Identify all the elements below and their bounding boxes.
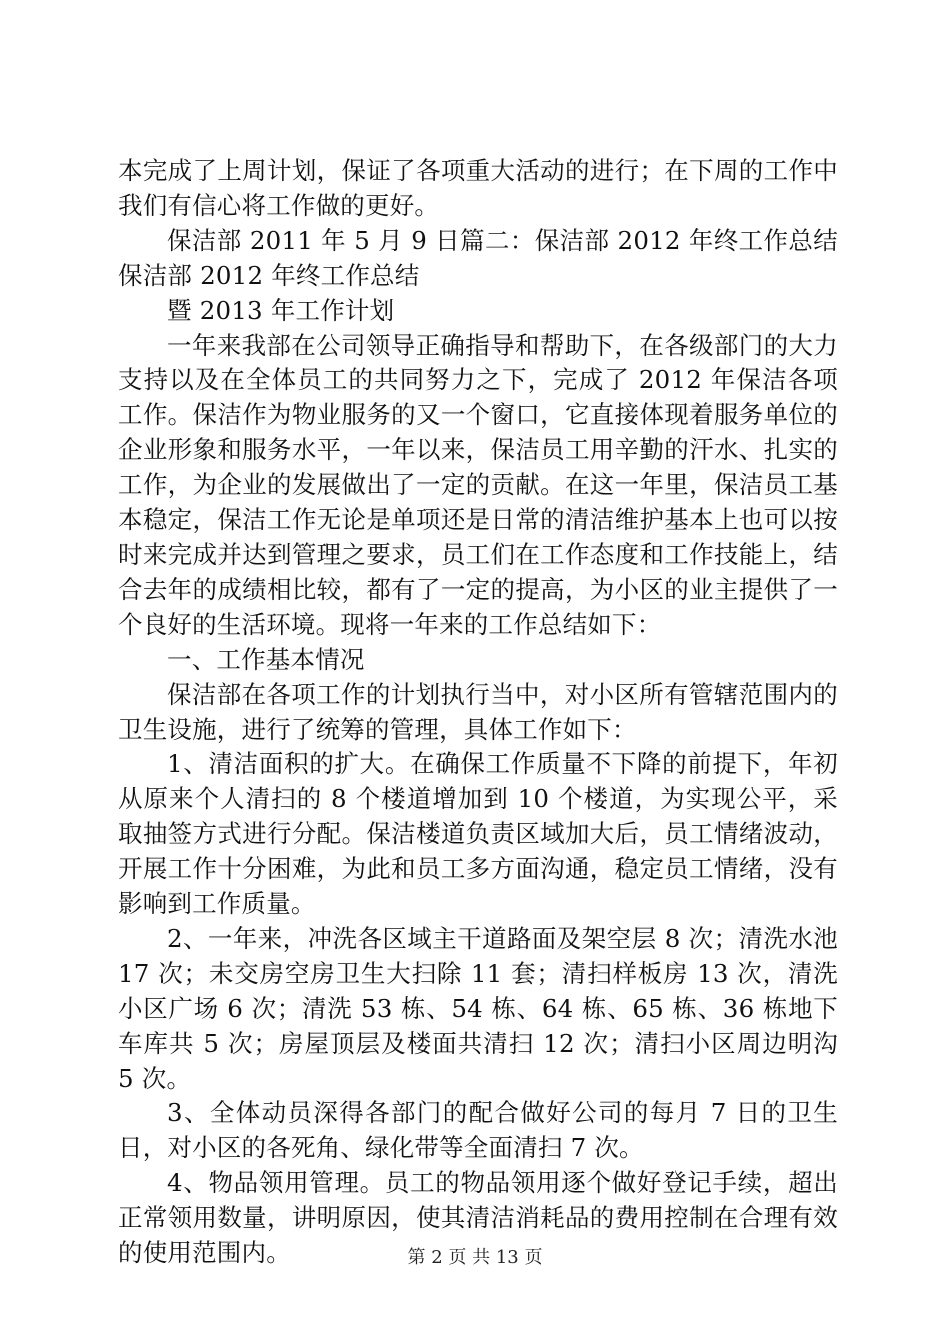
section-heading: 一、工作基本情况	[167, 644, 365, 674]
page-number-footer: 第 2 页 共 13 页	[407, 1247, 543, 1268]
list-item-2: 2、一年来，冲洗各区域主干道路面及架空层 8 次；清洗水池 17 次；未交房空房卫生大扫除 11 套；清扫样板房 13 次，清洗小区广场 6 次；清洗 53 栋、54 栋、64 栋、65 栋、36 栋地下车库共 5 次；房屋顶层及楼面共清扫 12 次；清扫小区周边明沟 5 次。	[118, 923, 838, 1093]
paragraph-plan-title: 暨 2013 年工作计划	[167, 295, 395, 325]
paragraph-overview: 保洁部在各项工作的计划执行当中，对小区所有管辖范围内的卫生设施，进行了统筹的管理，具体工作如下：	[118, 679, 838, 744]
paragraph-intro: 一年来我部在公司领导正确指导和帮助下，在各级部门的大力支持以及在全体员工的共同努力之下，完成了 2012 年保洁各项工作。保洁作为物业服务的又一个窗口，它直接体现着服务单位的企业形象和服务水平，一年以来，保洁员工用辛勤的汗水、扎实的工作，为企业的发展做出了一定的贡献。在这一年里，保洁员工基本稳定，保洁工作无论是单项还是日常的清洁维护基本上也可以按时来完成并达到管理之要求，员工们在工作态度和工作技能上，结合去年的成绩相比较，都有了一定的提高，为小区的业主提供了一个良好的生活环境。现将一年来的工作总结如下：	[118, 330, 838, 639]
list-item-3: 3、全体动员深得各部门的配合做好公司的每月 7 日的卫生日，对小区的各死角、绿化带等全面清扫 7 次。	[118, 1098, 838, 1163]
list-item-4: 4、物品领用管理。员工的物品领用逐个做好登记手续，超出正常领用数量，讲明原因，使其清洁消耗品的费用控制在合理有效的使用范围内。	[118, 1168, 838, 1268]
document-body	[118, 154, 838, 1271]
list-item-1: 1、清洁面积的扩大。在确保工作质量不下降的前提下，年初从原来个人清扫的 8 个楼道增加到 10 个楼道，为实现公平，采取抽签方式进行分配。保洁楼道负责区域加大后，员工情绪波动，开展工作十分困难，为此和员工多方面沟通，稳定员工情绪，没有影响到工作质量。	[118, 749, 838, 919]
paragraph-heading-date: 保洁部 2011 年 5 月 9 日篇二：保洁部 2012 年终工作总结保洁部 2012 年终工作总结	[118, 225, 838, 290]
paragraph-continuation: 本完成了上周计划，保证了各项重大活动的进行；在下周的工作中我们有信心将工作做的更好。	[118, 156, 838, 220]
